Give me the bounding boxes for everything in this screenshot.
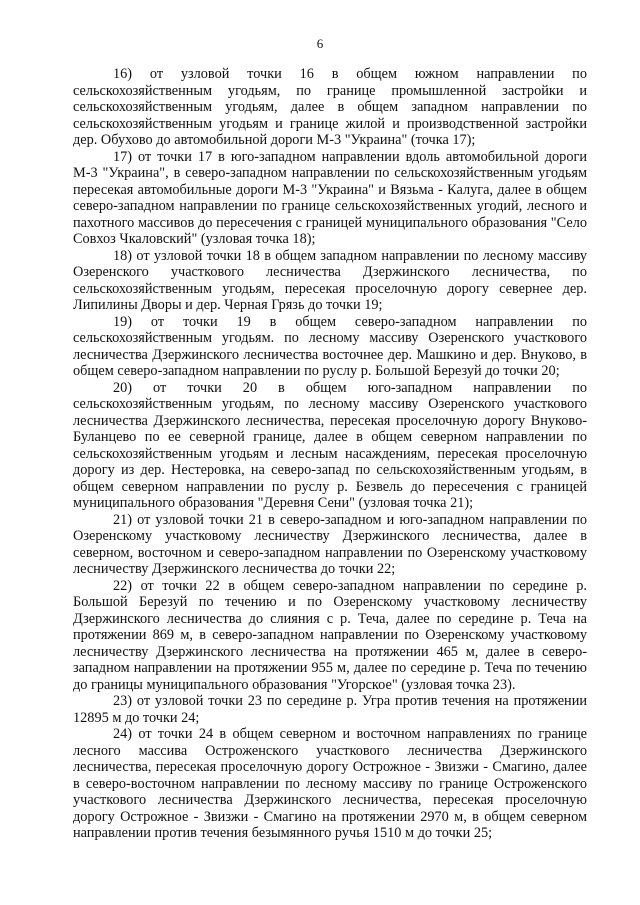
document-body [73, 66, 587, 842]
paragraph-17: 17) от точки 17 в юго-западном направлении вдоль автомобильной дороги М-3 "Украина", в северо-западном направлении по сельскохозяйственным угодьям пересекая автомобильные дороги М-3 "Украина" и Вязьма - Калуга, далее в общем северо-западном направлении по границе сельскохозяйственных угодий, лесного и пахотного массивов до пересечения с границей муниципального образования "Село Совхоз Чкаловский" (узловая точка 18); [73, 148, 587, 247]
paragraph-24: 24) от точки 24 в общем северном и восточном направлениях по границе лесного массива Остроженского участкового лесничества Дзержинского лесничества, пересекая проселочную дорогу Острожное - Звизжи - Смагино, далее в северо-восточном направлении по лесному массиву по границе Остроженского участкового лесничества Дзержинского лесничества, пересекая проселочную дорогу Острожное - Звизжи - Смагино на протяжении 2970 м, в общем северном направлении против течения безымянного ручья 1510 м до точки 25; [73, 726, 587, 841]
paragraph-23: 23) от узловой точки 23 по середине р. Угра против течения на протяжении 12895 м до точки 24; [73, 693, 587, 726]
paragraph-20: 20) от точки 20 в общем юго-западном направлении по сельскохозяйственным угодьям, по лесному массиву Озеренского участкового лесничества Дзержинского лесничества, пересекая проселочную дорогу Внуково-Буланцево по ее северной границе, далее в общем северном направлении по сельскохозяйственным угодьям и лесным насаждениям, пересекая проселочную дорогу из дер. Нестеровка, на северо-запад по сельскохозяйственным угодьям, в общем северном направлении по руслу р. Безвель до пересечения с границей муниципального образования "Деревня Сени" (узловая точка 21); [73, 379, 587, 511]
paragraph-22: 22) от точки 22 в общем северо-западном направлении по середине р. Большой Березуй по течению и по Озеренскому участковому лесничеству Дзержинского лесничества до слияния с р. Теча, далее по середине р. Теча на протяжении 869 м, в северо-западном направлении по Озеренскому участковому лесничеству Дзержинского лесничества на протяжении 465 м, далее в северо-западном направлении на протяжении 955 м, далее по середине р. Теча по течению до границы муниципального образования "Угорское" (узловая точка 23). [73, 577, 587, 693]
paragraph-18: 18) от узловой точки 18 в общем западном направлении по лесному массиву Озеренского участкового лесничества Дзержинского лесничества, по сельскохозяйственным угодьям, пересекая проселочную дорогу севернее дер. Липилины Дворы и дер. Черная Грязь до точки 19; [73, 247, 587, 313]
paragraph-16: 16) от узловой точки 16 в общем южном направлении по сельскохозяйственным угодьям, по границе промышленной застройки и сельскохозяйственным угодьям, далее в общем западном направлении по сельскохозяйственным угодьям и границе жилой и производственной застройки дер. Обухово до автомобильной дороги М-3 "Украина" (точка 17); [73, 66, 587, 148]
paragraph-21: 21) от узловой точки 21 в северо-западном и юго-западном направлении по Озеренскому участковому лесничеству Дзержинского лесничества, далее в северном, восточном и северо-западном направлении по Озеренскому участковому лесничеству Дзержинского лесничества до точки 22; [73, 511, 587, 577]
paragraph-19: 19) от точки 19 в общем северо-западном направлении по сельскохозяйственным угодьям. по лесному массиву Озеренского участкового лесничества Дзержинского лесничества восточнее дер. Машкино и дер. Внуково, в общем северо-западном направлении по руслу р. Большой Березуй до точки 20; [73, 313, 587, 379]
page-number: 6 [316, 36, 324, 51]
